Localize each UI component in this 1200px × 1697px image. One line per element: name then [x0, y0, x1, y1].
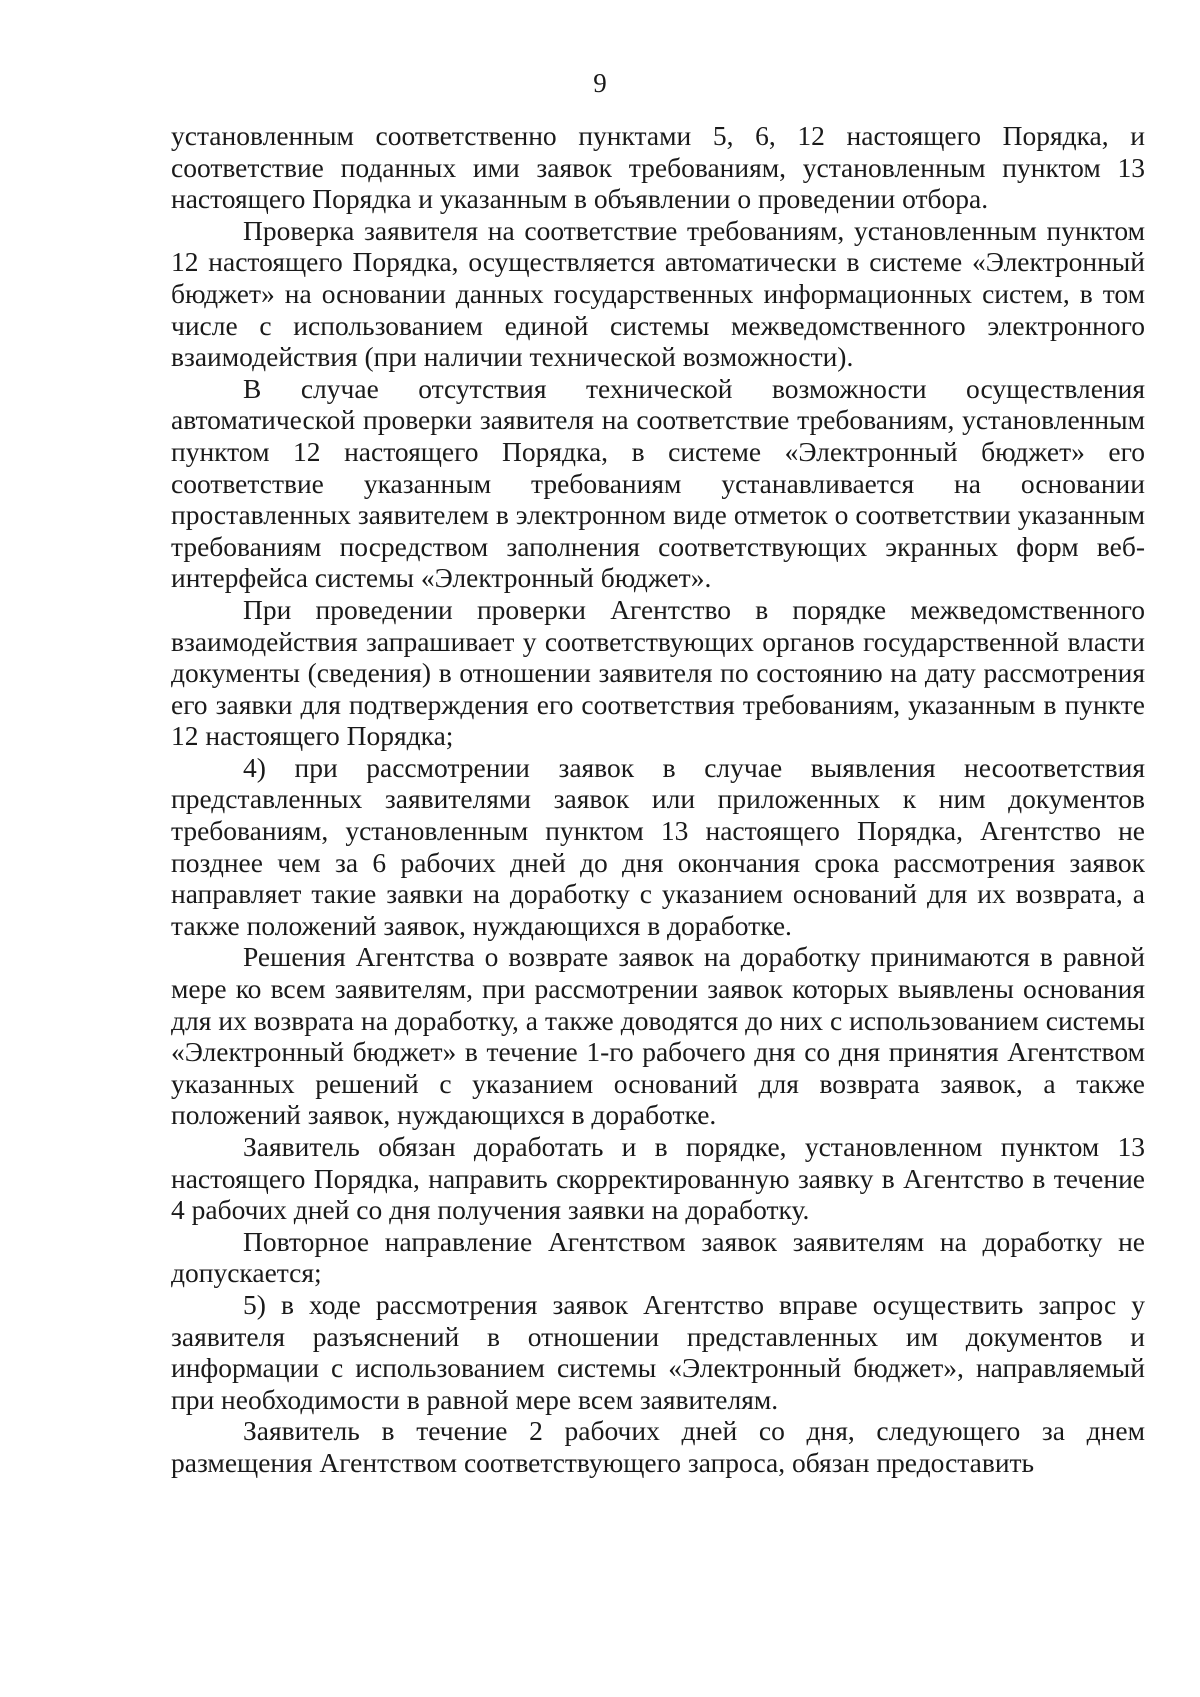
paragraph-7: Заявитель обязан доработать и в порядке, установленном пунктом 13 настоящего Порядка, направить скорректированную заявку в Агентство в течение 4 рабочих дней со дня получения заявки на доработку.	[171, 1131, 1145, 1226]
paragraph-6: Решения Агентства о возврате заявок на доработку принимаются в равной мере ко всем заявителям, при рассмотрении заявок которых выявлены основания для их возврата на доработку, а также доводятся до них с использованием системы «Электронный бюджет» в течение 1-го рабочего дня со дня принятия Агентством указанных решений с указанием оснований для возврата заявок, а также положений заявок, нуждающихся в доработке.	[171, 941, 1145, 1131]
paragraph-9: 5) в ходе рассмотрения заявок Агентство вправе осуществить запрос у заявителя разъяснений в отношении представленных им документов и информации с использованием системы «Электронный бюджет», направляемый при необходимости в равной мере всем заявителям.	[171, 1288, 1145, 1415]
document-body	[171, 120, 1145, 1479]
paragraph-10: Заявитель в течение 2 рабочих дней со дня, следующего за днем размещения Агентством соответствующего запроса, обязан предоставить	[171, 1415, 1145, 1478]
paragraph-8: Повторное направление Агентством заявок заявителям на доработку не допускается;	[171, 1225, 1145, 1289]
paragraph-5: 4) при рассмотрении заявок в случае выявления несоответствия представленных заявителями заявок или приложенных к ним документов требованиям, установленным пунктом 13 настоящего Порядка, Агентство не позднее чем за 6 рабочих дней до дня окончания срока рассмотрения заявок направляет такие заявки на доработку с указанием оснований для их возврата, а также положений заявок, нуждающихся в доработке.	[171, 751, 1145, 941]
page-number: 9	[593, 68, 607, 98]
paragraph-1: установленным соответственно пунктами 5, 6, 12 настоящего Порядка, и соответствие поданных ими заявок требованиям, установленным пунктом 13 настоящего Порядка и указанным в объявлении о проведении отбора.	[171, 120, 1145, 215]
paragraph-3: В случае отсутствия технической возможности осуществления автоматической проверки заявителя на соответствие требованиям, установленным пунктом 12 настоящего Порядка, в системе «Электронный бюджет» его соответствие указанным требованиям устанавливается на основании проставленных заявителем в электронном виде отметок о соответствии указанным требованиям посредством заполнения соответствующих экранных форм веб-интерфейса системы «Электронный бюджет».	[171, 372, 1145, 594]
paragraph-4: При проведении проверки Агентство в порядке межведомственного взаимодействия запрашивает у соответствующих органов государственной власти документы (сведения) в отношении заявителя по состоянию на дату рассмотрения его заявки для подтверждения его соответствия требованиям, указанным в пункте 12 настоящего Порядка;	[171, 593, 1145, 752]
paragraph-2: Проверка заявителя на соответствие требованиям, установленным пунктом 12 настоящего Порядка, осуществляется автоматически в системе «Электронный бюджет» на основании данных государственных информационных систем, в том числе с использованием единой системы межведомственного электронного взаимодействия (при наличии технической возможности).	[171, 214, 1145, 373]
